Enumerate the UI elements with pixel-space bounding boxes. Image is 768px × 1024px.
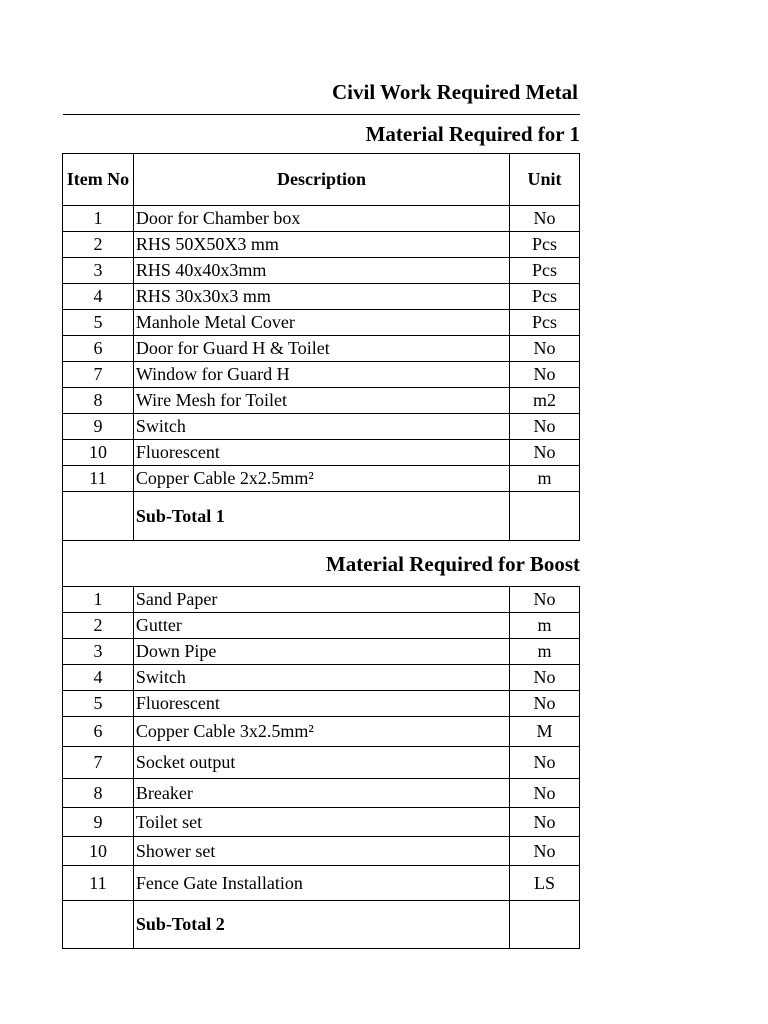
table-row [63, 284, 580, 310]
item-no-cell: 4 [63, 665, 134, 691]
table-row [63, 691, 580, 717]
table-row [63, 665, 580, 691]
item-no-cell: 8 [63, 388, 134, 414]
description-cell: Fence Gate Installation [133, 866, 509, 901]
table-row [63, 362, 580, 388]
item-no-cell: 7 [63, 747, 134, 779]
table-row [63, 717, 580, 747]
table-row [63, 310, 580, 336]
item-no-cell: 4 [63, 284, 134, 310]
description-cell: Switch [133, 665, 509, 691]
item-no-cell: 11 [63, 466, 134, 492]
table-row [63, 613, 580, 639]
table-row [63, 639, 580, 665]
materials-table-section1 [62, 153, 580, 541]
subtotal-empty-cell [63, 901, 134, 949]
document-title: Civil Work Required Metal [332, 80, 578, 104]
unit-cell: No [510, 336, 580, 362]
unit-cell: No [510, 691, 580, 717]
header-description: Description [133, 154, 509, 206]
unit-cell: No [510, 779, 580, 808]
unit-cell: No [510, 414, 580, 440]
materials-table-section2 [62, 586, 580, 949]
unit-cell: No [510, 747, 580, 779]
header-item-no: Item No [63, 154, 134, 206]
description-cell: Door for Guard H & Toilet [133, 336, 509, 362]
unit-cell: Pcs [510, 310, 580, 336]
item-no-cell: 9 [63, 414, 134, 440]
table-row [63, 866, 580, 901]
item-no-cell: 6 [63, 336, 134, 362]
subtotal-empty-cell [510, 901, 580, 949]
item-no-cell: 10 [63, 440, 134, 466]
unit-cell: Pcs [510, 232, 580, 258]
unit-cell: m [510, 639, 580, 665]
item-no-cell: 3 [63, 258, 134, 284]
item-no-cell: 1 [63, 587, 134, 613]
title-divider [63, 114, 580, 115]
description-cell: Wire Mesh for Toilet [133, 388, 509, 414]
item-no-cell: 2 [63, 232, 134, 258]
item-no-cell: 5 [63, 691, 134, 717]
unit-cell: M [510, 717, 580, 747]
item-no-cell: 3 [63, 639, 134, 665]
description-cell: Copper Cable 3x2.5mm² [133, 717, 509, 747]
unit-cell: No [510, 808, 580, 837]
table-row [63, 258, 580, 284]
unit-cell: No [510, 362, 580, 388]
description-cell: Door for Chamber box [133, 206, 509, 232]
subtotal1-label: Sub-Total 1 [133, 492, 509, 541]
item-no-cell: 7 [63, 362, 134, 388]
table-header-row [63, 154, 580, 206]
description-cell: Fluorescent [133, 691, 509, 717]
table-row [63, 466, 580, 492]
description-cell: Window for Guard H [133, 362, 509, 388]
unit-cell: No [510, 665, 580, 691]
description-cell: Fluorescent [133, 440, 509, 466]
table-row [63, 232, 580, 258]
table-row [63, 440, 580, 466]
unit-cell: m2 [510, 388, 580, 414]
subtotal2-label: Sub-Total 2 [133, 901, 509, 949]
header-unit: Unit [510, 154, 580, 206]
description-cell: Socket output [133, 747, 509, 779]
item-no-cell: 9 [63, 808, 134, 837]
unit-cell: No [510, 587, 580, 613]
description-cell: Gutter [133, 613, 509, 639]
item-no-cell: 1 [63, 206, 134, 232]
section2-title: Material Required for Boost [325, 552, 580, 576]
unit-cell: Pcs [510, 258, 580, 284]
description-cell: Manhole Metal Cover [133, 310, 509, 336]
table-row [63, 388, 580, 414]
item-no-cell: 11 [63, 866, 134, 901]
item-no-cell: 8 [63, 779, 134, 808]
description-cell: RHS 50X50X3 mm [133, 232, 509, 258]
table-row [63, 837, 580, 866]
description-cell: RHS 30x30x3 mm [133, 284, 509, 310]
description-cell: Switch [133, 414, 509, 440]
unit-cell: LS [510, 866, 580, 901]
item-no-cell: 6 [63, 717, 134, 747]
unit-cell: m [510, 466, 580, 492]
unit-cell: No [510, 440, 580, 466]
description-cell: Toilet set [133, 808, 509, 837]
description-cell: Breaker [133, 779, 509, 808]
unit-cell: No [510, 837, 580, 866]
unit-cell: No [510, 206, 580, 232]
table-row [63, 206, 580, 232]
item-no-cell: 10 [63, 837, 134, 866]
table-row [63, 779, 580, 808]
table-row [63, 414, 580, 440]
item-no-cell: 5 [63, 310, 134, 336]
table-row [63, 808, 580, 837]
subtotal-row [63, 492, 580, 541]
table-row [63, 336, 580, 362]
unit-cell: Pcs [510, 284, 580, 310]
description-cell: Shower set [133, 837, 509, 866]
subtotal-empty-cell [510, 492, 580, 541]
subtotal-row [63, 901, 580, 949]
section1-title: Material Required for 1 [365, 122, 580, 146]
subtotal-empty-cell [63, 492, 134, 541]
table-row [63, 747, 580, 779]
description-cell: Sand Paper [133, 587, 509, 613]
item-no-cell: 2 [63, 613, 134, 639]
unit-cell: m [510, 613, 580, 639]
description-cell: RHS 40x40x3mm [133, 258, 509, 284]
table-row [63, 587, 580, 613]
description-cell: Copper Cable 2x2.5mm² [133, 466, 509, 492]
description-cell: Down Pipe [133, 639, 509, 665]
